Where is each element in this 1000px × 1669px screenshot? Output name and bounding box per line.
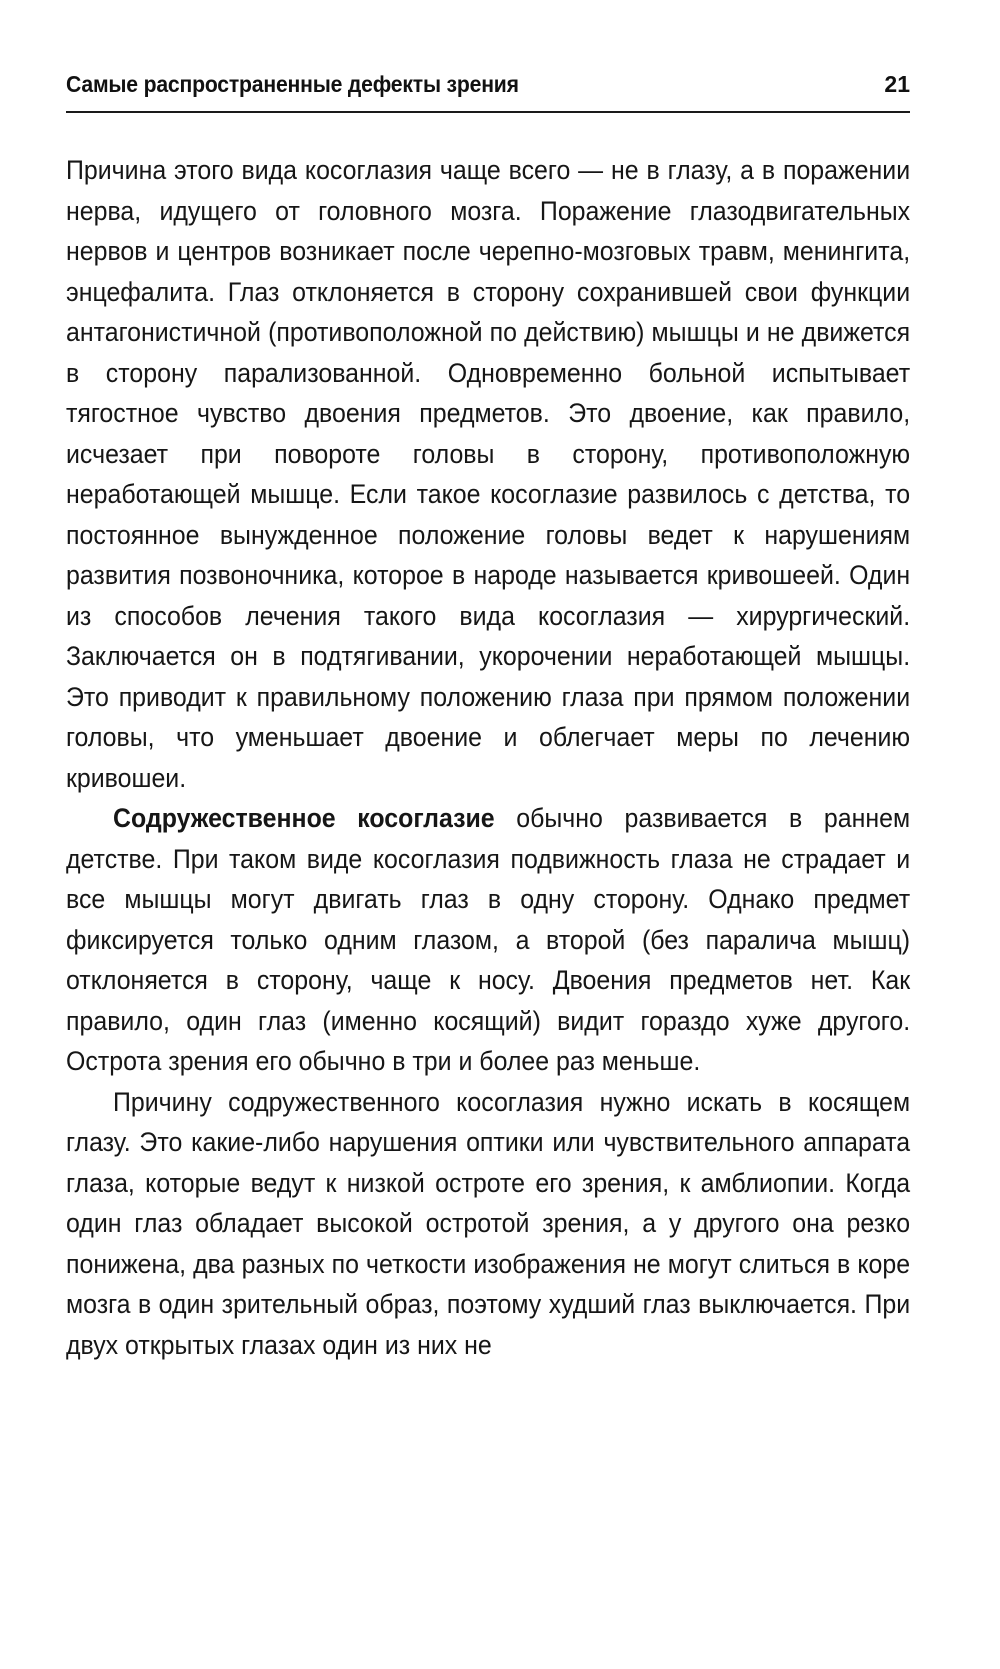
running-header [66,64,910,104]
bold-term: Содружественное косоглазие [113,803,495,833]
page-number: 21 [884,71,910,97]
paragraph-text: обычно развивается в раннем детстве. При таком виде косоглазия подвижность глаза не страдает и все мышцы могут двигать глаз в одну сторону. Однако предмет фиксируется только одним глазом, а второй (без паралича мышц) отклоняется в сторону, чаще к носу. Двоения предметов нет. Как правило, один глаз (именно косящий) видит гораздо хуже другого. Острота зрения его обычно в три и более раз меньше. [66,803,911,1076]
body-text [66,150,910,1365]
chapter-title: Самые распространенные дефекты зрения [66,71,519,97]
header-rule [66,111,910,113]
paragraph-paralytic-strabismus [66,150,910,798]
paragraph-text: Причину содружественного косоглазия нужно искать в косящем глазу. Это какие-либо нарушения оптики или чувствительного аппарата глаза, которые ведут к низкой остроте его зрения, к амблиопии. Когда один глаз обладает высокой остротой зрения, а у другого она резко понижена, два разных по четкости изображения не могут слиться в коре мозга в один зрительный образ, поэтому худший глаз выключается. При двух открытых глазах один из них не [66,1086,911,1360]
paragraph-concomitant-strabismus [66,798,910,1082]
paragraph-cause [66,1082,910,1366]
paragraph-text: Причина этого вида косоглазия чаще всего — не в глазу, а в поражении нерва, идущего от головного мозга. Поражение глазодвигательных нервов и центров возникает после черепно-мозговых травм, менингита, энцефалита. Глаз отклоняется в сторону сохранившей свои функции антагонистичной (противоположной по действию) мышцы и не движется в сторону парализованной. Одновременно больной испытывает тягостное чувство двоения предметов. Это двоение, как правило, исчезает при повороте головы в сторону, противоположную неработающей мышце. Если такое косоглазие развилось с детства, то постоянное вынужденное положение головы ведет к нарушениям развития позвоночника, которое в народе называется кривошеей. Один из способов лечения такого вида косоглазия — хирургический. Заключается он в подтягивании, укорочении неработающей мышцы. Это приводит к правильному положению глаза при прямом положении головы, что уменьшает двоение и облегчает меры по лечению кривошеи. [66,155,911,793]
